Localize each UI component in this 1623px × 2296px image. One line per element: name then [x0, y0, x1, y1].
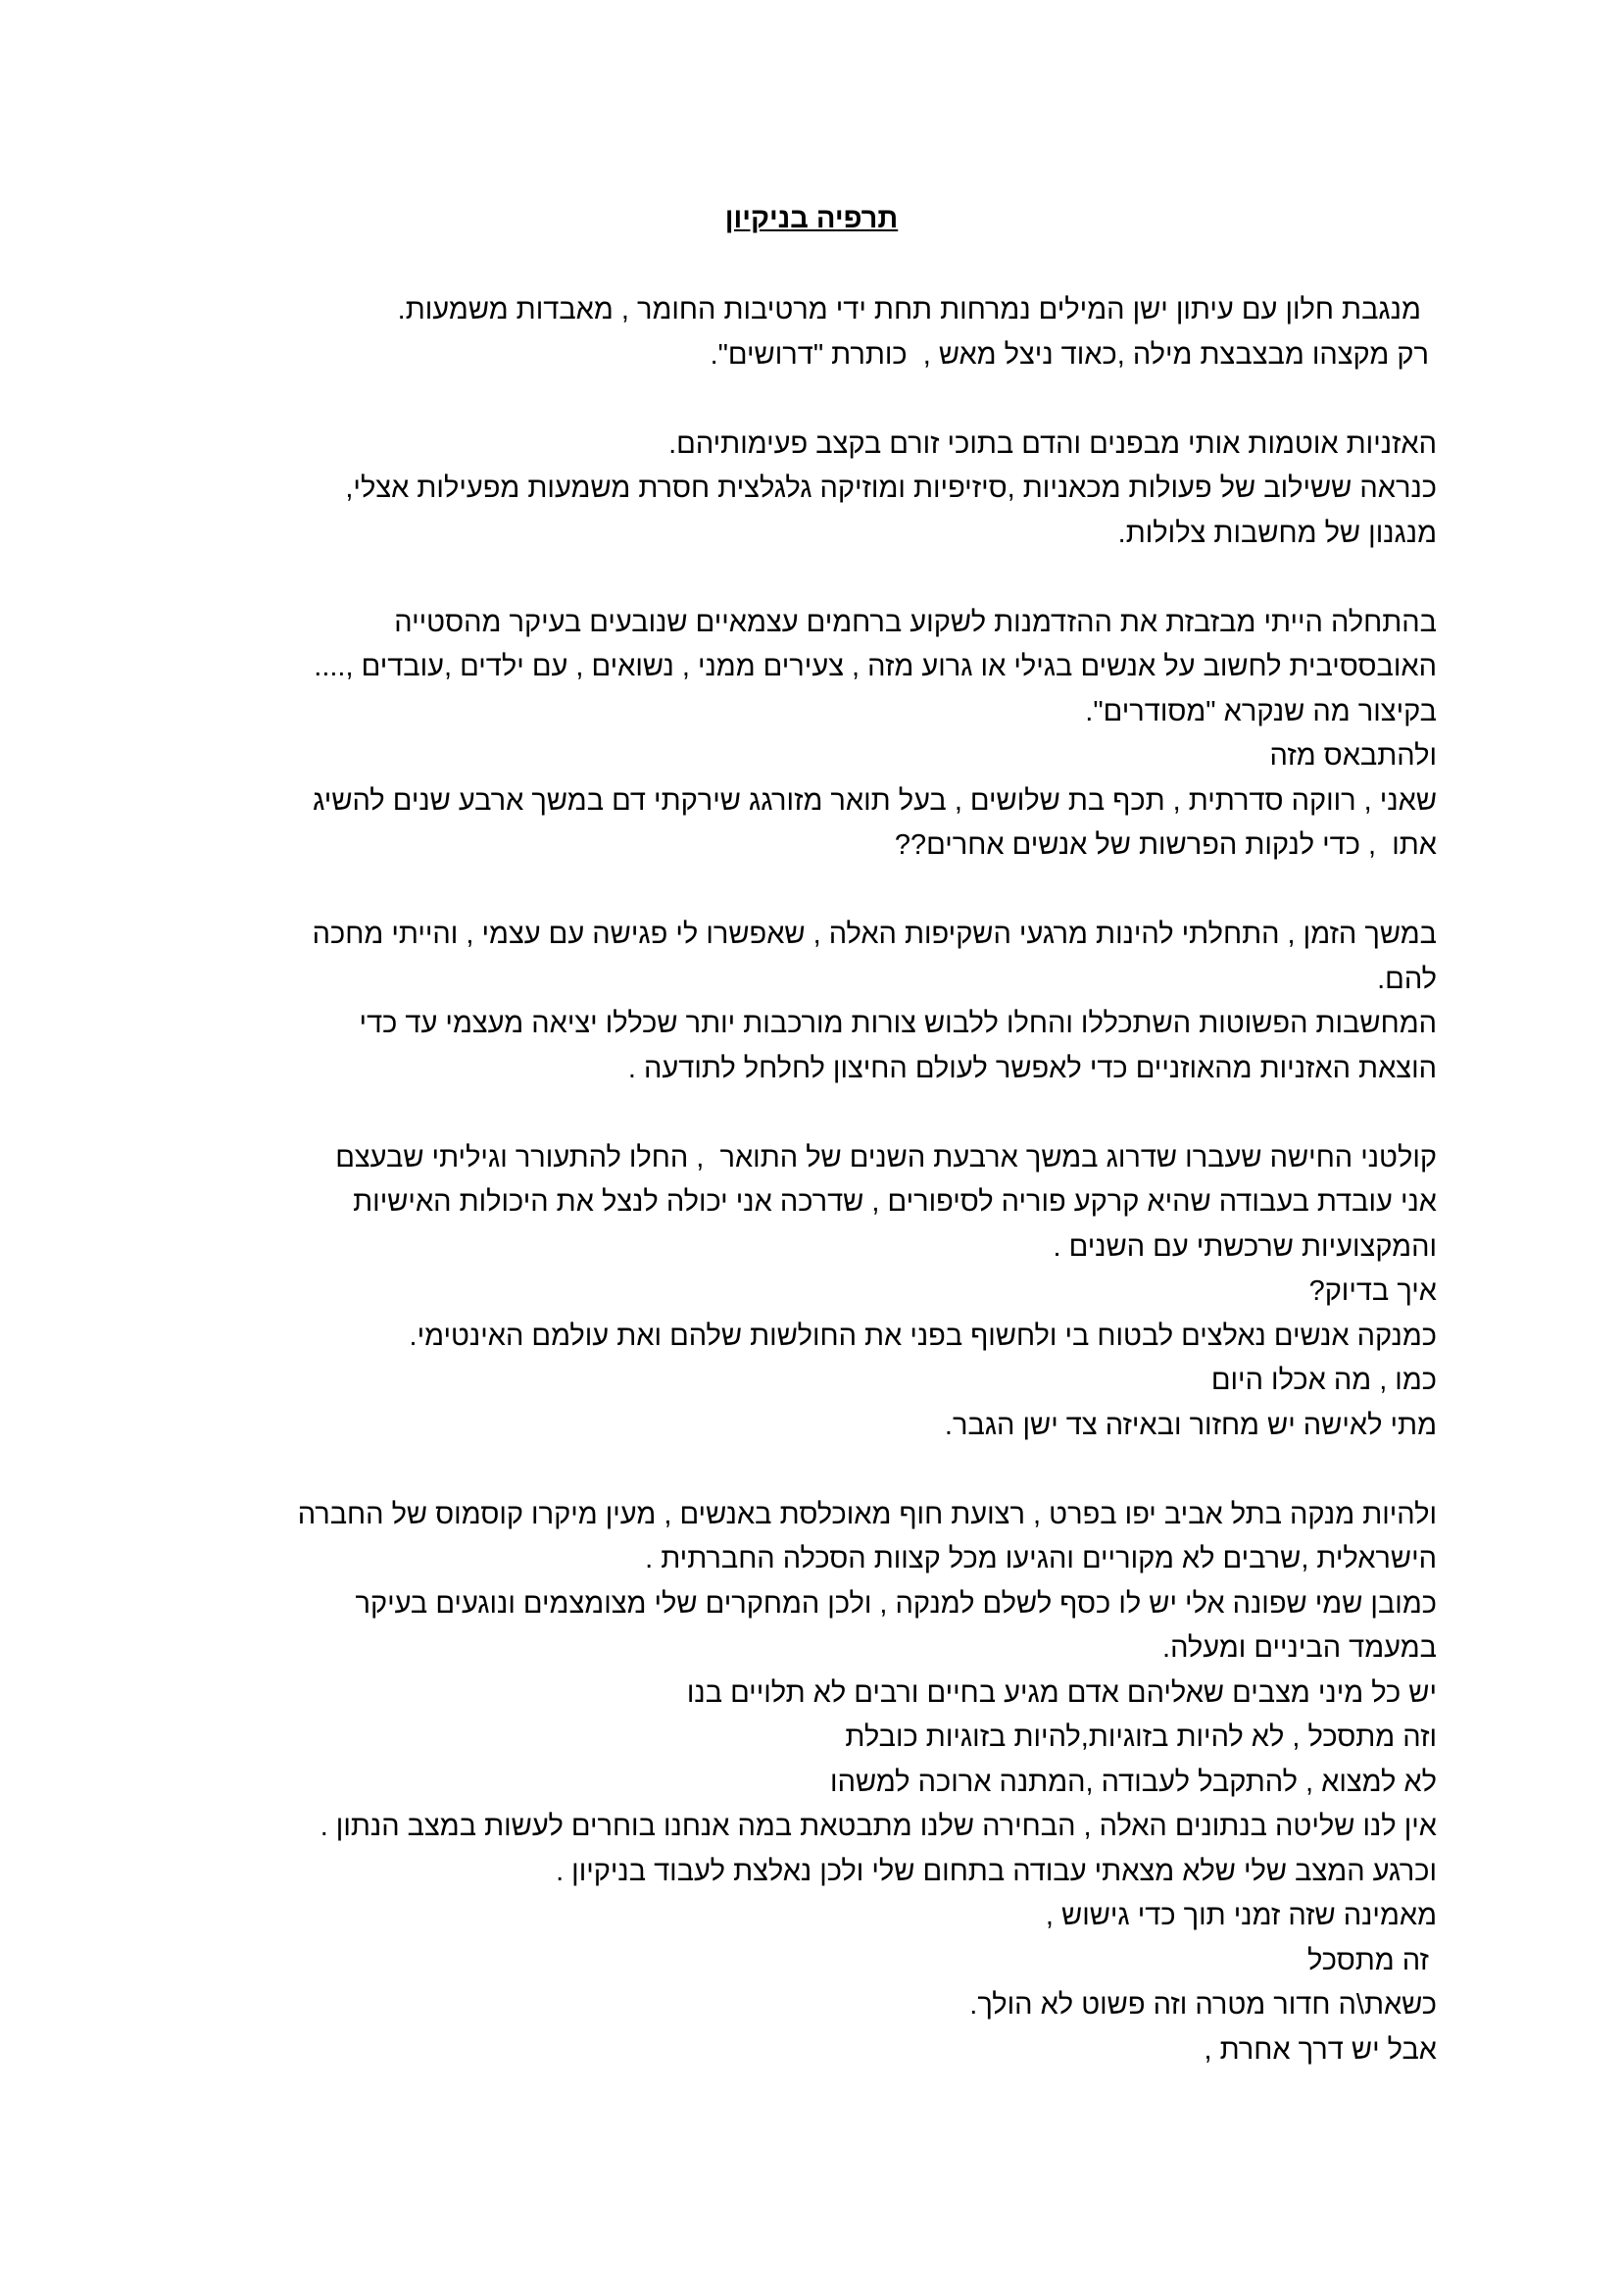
text-line: מנגבת חלון עם עיתון ישן המילים נמרחות תחת ידי מרטיבות החומר , מאבדות משמעות. — [397, 294, 1437, 325]
text-line: במעמד הביניים ומעלה. — [1162, 1632, 1437, 1664]
text-line: האזניות אוטמות אותי מבפנים והדם בתוכי זורם בקצב פעימותיהם. — [668, 427, 1437, 460]
text-line: במשך הזמן , התחלתי להינות מרגעי השקיפות האלה , שאפשרו לי פגישה עם עצמי , והייתי מחכה — [312, 919, 1437, 950]
text-line: מתי לאישה יש מחזור ובאיזה צד ישן הגבר. — [944, 1409, 1437, 1441]
text-line: אבל יש דרך אחרת , — [1204, 2033, 1437, 2066]
text-line: אני עובדת בעבודה שהיא קרקע פוריה לסיפורים , שדרכה אני יכולה לנצל את היכולות האישיות — [353, 1186, 1437, 1218]
text-line: מאמינה שזה זמני תוך כדי גישוש , — [1045, 1900, 1437, 1931]
paragraph-gap — [182, 556, 1437, 601]
text-line: האובססיבית לחשוב על אנשים בגילי או גרוע מזה , צעירים ממני , נשואים , עם ילדים ,עובדים ,.... — [314, 651, 1437, 682]
text-line: כמו , מה אכלו היום — [1210, 1365, 1437, 1396]
text-line: ולהיות מנקה בתל אביב יפו בפרט , רצועת חוף מאוכלסת באנשים , מעין מיקרו קוסמוס של החברה — [297, 1498, 1437, 1530]
text-line: כמנקה אנשים נאלצים לבטוח בי ולחשוף בפני את החולשות שלהם ואת עולמם האינטימי. — [409, 1320, 1437, 1352]
text-line: הוצאת האזניות מהאוזניים כדי לאפשר לעולם החיצון לחלחל לתודעה . — [627, 1052, 1437, 1084]
text-line: וכרגע המצב שלי שלא מצאתי עבודה בתחום שלי ולכן נאלצת לעבוד בניקיון . — [556, 1855, 1437, 1887]
text-line: כשאת\ה חדור מטרה וזה פשוט לא הולך. — [969, 1989, 1437, 2021]
text-line: בהתחלה הייתי מבזבזת את ההזדמנות לשקוע ברחמים עצמאיים שנובעים בעיקר מהסטייה — [394, 606, 1437, 638]
text-line: המחשבות הפשוטות השתכללו והחלו ללבוש צורות מורכבות יותר שכללו יציאה מעצמי עד כדי — [359, 1008, 1437, 1039]
text-line: יש כל מיני מצבים שאליהם אדם מגיע בחיים ורבים לא תלויים בנו — [686, 1676, 1437, 1709]
text-line: וזה מתסכל , לא להיות בזוגיות,להיות בזוגיות כובלת — [845, 1722, 1437, 1753]
text-line: אתו , כדי לנקות הפרשות של אנשים אחרים?? — [894, 829, 1437, 861]
text-line: והמקצועיות שרכשתי עם השנים . — [1053, 1230, 1437, 1263]
text-line: בקיצור מה שנקרא "מסודרים". — [1085, 695, 1437, 727]
text-line: אין לנו שליטה בנתונים האלה , הבחירה שלנו מתבטאת במה אנחנו בוחרים לעשות במצב הנתון . — [320, 1811, 1437, 1842]
paragraph-gap — [182, 1091, 1437, 1136]
paragraph-gap — [182, 377, 1437, 423]
text-line: הישראלית ,שרבים לא מקוריים והגיעו מכל קצוות הסכלה החברתית . — [645, 1543, 1437, 1574]
text-line: כנראה ששילוב של פעולות מכאניות ,סיזיפיות ומוזיקה גלגלצית חסרת משמעות מפעילות אצלי, — [345, 473, 1437, 504]
paragraph-gap — [182, 1448, 1437, 1493]
paragraph-gap — [182, 869, 1437, 914]
text-line: ולהתבאס מזה — [1269, 740, 1437, 772]
text-line: זה מתסכל — [1307, 1944, 1437, 1976]
text-line: כמובן שמי שפונה אלי יש לו כסף לשלם למנקה , ולכן המחקרים שלי מצומצמים ונוגעים בעיקר — [355, 1587, 1437, 1620]
text-line: קולטני החישה שעברו שדרוג במשך ארבעת השנים של התואר , החלו להתעורר וגיליתי שבעצם — [335, 1141, 1437, 1173]
text-line: איך בדיוק? — [1308, 1275, 1437, 1307]
text-line: רק מקצהו מבצבצת מילה ,כאוד ניצל מאש , כותרת "דרושים". — [710, 338, 1437, 371]
text-line: מנגנון של מחשבות צלולות. — [1117, 517, 1437, 549]
text-line: שאני , רווקה סדרתית , תכף בת שלושים , בעל תואר מזורגג שירקתי דם במשך ארבע שנים להשיג — [313, 784, 1437, 817]
document-title: תרפיה בניקיון — [724, 203, 899, 234]
text-line: לא למצוא , להתקבל לעבודה ,המתנה ארוכה למשהו — [830, 1766, 1437, 1798]
document-body — [182, 288, 1437, 2072]
text-line: להם. — [1377, 963, 1437, 995]
